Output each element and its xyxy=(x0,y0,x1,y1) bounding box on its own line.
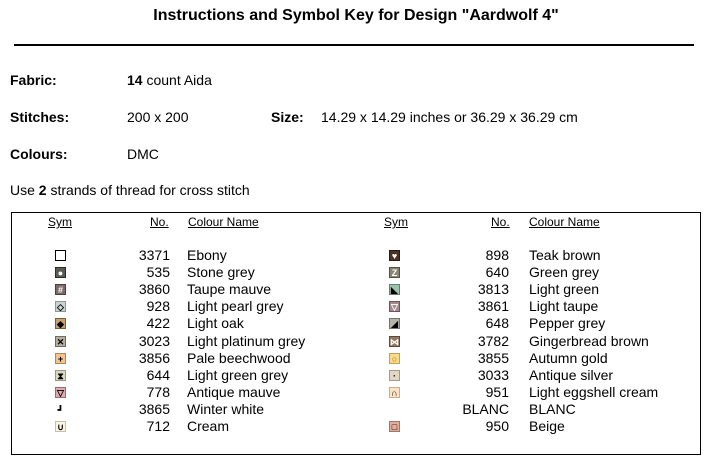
symbol-swatch-icon: ∪ xyxy=(55,421,66,432)
size-value: 14.29 x 14.29 inches or 36.29 x 36.29 cm xyxy=(321,109,578,125)
symbol-key-table xyxy=(11,212,701,455)
dmc-number: 3861 xyxy=(477,298,509,315)
symbol-swatch-icon: ⧗ xyxy=(55,370,66,381)
colour-name: Winter white xyxy=(187,400,265,417)
colour-name: Green grey xyxy=(529,264,600,281)
colour-name: Light green grey xyxy=(187,366,289,383)
dmc-number: 535 xyxy=(146,264,170,281)
colour-name: Light pearl grey xyxy=(187,298,284,315)
symbol-swatch-icon: ◆ xyxy=(55,318,66,329)
colour-name: Light eggshell cream xyxy=(529,383,659,400)
colour-name: Light green xyxy=(529,281,600,298)
dmc-number: 422 xyxy=(146,315,170,332)
dmc-number: 950 xyxy=(485,418,509,434)
colour-name: Teak brown xyxy=(529,247,601,263)
colours-value: DMC xyxy=(127,146,159,162)
thread-instruction xyxy=(10,182,250,198)
fabric-value xyxy=(127,72,212,88)
thread-prefix: Use xyxy=(10,182,39,198)
colour-name: Light taupe xyxy=(529,298,599,315)
stitches-value: 200 x 200 xyxy=(127,109,189,125)
colour-name: Pale beechwood xyxy=(187,349,291,366)
symbol-swatch-icon: ◢ xyxy=(389,318,400,329)
colours-label: Colours: xyxy=(10,146,68,162)
dmc-number: 3023 xyxy=(138,332,170,349)
dmc-number: 3813 xyxy=(477,281,509,298)
colour-name: Stone grey xyxy=(187,264,255,281)
dmc-number: 712 xyxy=(146,418,170,434)
header-name-left: Colour Name xyxy=(188,215,259,229)
symbol-swatch-icon: ▽ xyxy=(55,387,66,398)
page-title: Instructions and Symbol Key for Design "Aardwolf 4" xyxy=(153,7,559,24)
header-no-left: No. xyxy=(150,215,169,229)
symbol-swatch-icon: + xyxy=(55,353,66,364)
header-sym-right: Sym xyxy=(384,215,408,229)
symbol-swatch-icon: ○ xyxy=(389,353,400,364)
dmc-number: 3033 xyxy=(477,366,509,383)
symbol-swatch-icon: ∩ xyxy=(389,387,400,398)
symbol-swatch-icon: ┛ xyxy=(55,404,66,415)
colour-name: Gingerbread brown xyxy=(529,332,649,349)
colour-name: Beige xyxy=(529,418,565,434)
title-divider xyxy=(14,44,694,46)
dmc-number: 3860 xyxy=(138,281,170,298)
dmc-number: 3855 xyxy=(477,349,509,366)
dmc-number: 3865 xyxy=(138,400,170,417)
colour-name: Pepper grey xyxy=(529,315,606,332)
symbol-swatch-icon xyxy=(389,404,400,415)
fabric-label: Fabric: xyxy=(10,72,57,88)
fabric-type: count Aida xyxy=(142,72,212,88)
symbol-swatch-icon: ● xyxy=(55,267,66,278)
dmc-number: BLANC xyxy=(462,400,509,417)
colour-name: Light platinum grey xyxy=(187,332,306,349)
symbol-swatch-icon: ▽ xyxy=(389,301,400,312)
colour-name: Ebony xyxy=(187,247,227,263)
header-name-right: Colour Name xyxy=(529,215,600,229)
symbol-swatch-icon: ⋈ xyxy=(390,336,399,347)
dmc-number: 898 xyxy=(485,247,509,263)
symbol-swatch-icon: # xyxy=(55,284,66,295)
symbol-swatch-icon: · xyxy=(389,370,400,381)
dmc-number: 778 xyxy=(146,383,170,400)
dmc-number: 951 xyxy=(485,383,509,400)
symbol-swatch-icon: ◇ xyxy=(55,301,66,312)
colour-name: Taupe mauve xyxy=(187,281,272,298)
symbol-swatch-icon: ✕ xyxy=(56,336,65,347)
thread-suffix: strands of thread for cross stitch xyxy=(46,182,250,198)
colour-name: Autumn gold xyxy=(529,349,608,366)
dmc-number: 640 xyxy=(485,264,509,281)
colour-name: Light oak xyxy=(187,315,244,332)
symbol-swatch-icon xyxy=(55,250,66,261)
colour-name: Antique silver xyxy=(529,366,614,383)
stitches-label: Stitches: xyxy=(10,109,70,125)
symbol-swatch-icon: ♥ xyxy=(389,250,400,261)
dmc-number: 644 xyxy=(146,366,170,383)
dmc-number: 3856 xyxy=(138,349,170,366)
dmc-number: 3782 xyxy=(477,332,509,349)
symbol-swatch-icon: □ xyxy=(389,421,400,432)
fabric-count: 14 xyxy=(127,72,143,88)
thread-count: 2 xyxy=(38,182,47,198)
header-no-right: No. xyxy=(491,215,510,229)
dmc-number: 928 xyxy=(146,298,170,315)
colour-name: BLANC xyxy=(529,400,576,417)
colour-name: Cream xyxy=(187,418,230,434)
header-sym-left: Sym xyxy=(48,215,72,229)
dmc-number: 648 xyxy=(485,315,509,332)
symbol-swatch-icon: ◣ xyxy=(389,284,400,295)
symbol-swatch-icon: Z xyxy=(389,267,400,278)
colour-name: Antique mauve xyxy=(187,383,281,400)
dmc-number: 3371 xyxy=(138,247,170,263)
size-label: Size: xyxy=(271,109,304,125)
